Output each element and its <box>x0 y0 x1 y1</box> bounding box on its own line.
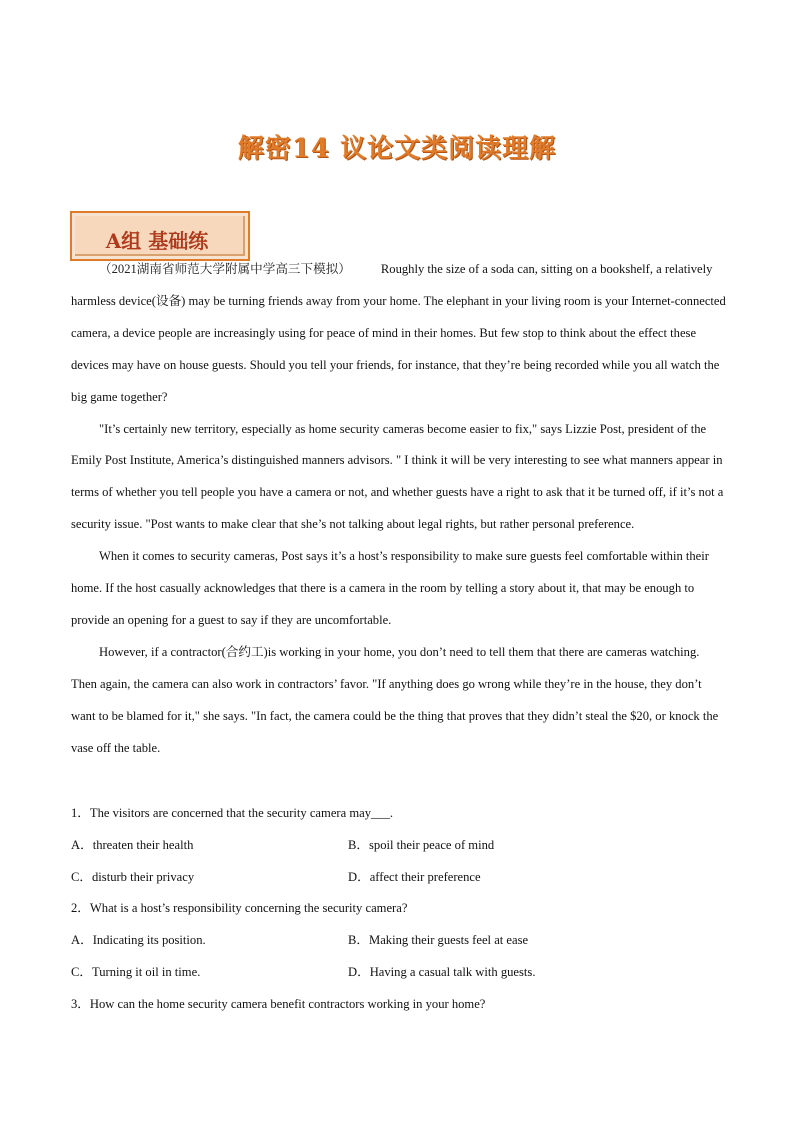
passage-paragraph-4: However, if a contractor(合约工)is working in your home, you don’t need to tell them that there are cameras watching. Then again, the camera can also work in contractors’ favor. "If anything does go wrong while they’re in the house, they don’t want to be blamed for it," she says. "In fact, the camera could be the thing that proves that they didn’t steal the $20, or knock the vase off the table. <box>71 644 719 755</box>
passage-paragraph-1: （2021湖南省师范大学附属中学高三下模拟） Roughly the size of a soda can, sitting on a bookshelf, a relatively harmless device(设备) may be turning friends away from your home. The elephant in your living room is your Internet-connected camera, a device people are increasingly using for peace of mind in their homes. But few stop to think about the effect these devices may have on house guests. Should you tell your friends, for instance, that they’re being recorded while you all watch the big game together? <box>71 262 726 404</box>
passage-paragraph-2: "It’s certainly new territory, especially as home security cameras become easier to fix," says Lizzie Post, president of the Emily Post Institute, America’s distinguished manners advisors. " I think it will be very interesting to see what manners appear in terms of whether you tell people you have a camera or not, and whether guests have a right to ask that it be turned off, if it’s not a security issue. "Post wants to make clear that she’s not talking about legal rights, but rather personal preference. <box>71 421 724 532</box>
section-badge-label: A组 基础练 <box>105 229 209 253</box>
question-2-option-d: D．Having a casual talk with guests. <box>348 965 536 979</box>
passage <box>71 254 726 765</box>
question-1-stem: 1．The visitors are concerned that the security camera may___. <box>71 806 394 820</box>
question-3-stem: 3．How can the home security camera benefit contractors working in your home? <box>71 997 486 1011</box>
question-2-stem: 2．What is a host’s responsibility concerning the security camera? <box>71 901 408 915</box>
document-title: 解密14 议论文类阅读理解 <box>237 134 557 164</box>
question-1-option-d: D．affect their preference <box>348 870 481 884</box>
question-1-option-c: C．disturb their privacy <box>71 870 195 884</box>
source-note: （2021湖南省师范大学附属中学高三下模拟） <box>99 262 351 276</box>
question-2-option-a: A．Indicating its position. <box>71 933 206 947</box>
passage-paragraph-3: When it comes to security cameras, Post says it’s a host’s responsibility to make sure guests feel comfortable within their home. If the host casually acknowledges that there is a camera in the room by telling a story about it, that may be enough to provide an opening for a guest to say if they are uncomfortable. <box>71 549 709 627</box>
question-1-option-a: A．threaten their health <box>71 838 194 852</box>
question-1-option-b: B．spoil their peace of mind <box>348 838 495 852</box>
question-2-option-b: B．Making their guests feel at ease <box>348 933 529 947</box>
question-2-option-c: C．Turning it oil in time. <box>71 965 201 979</box>
